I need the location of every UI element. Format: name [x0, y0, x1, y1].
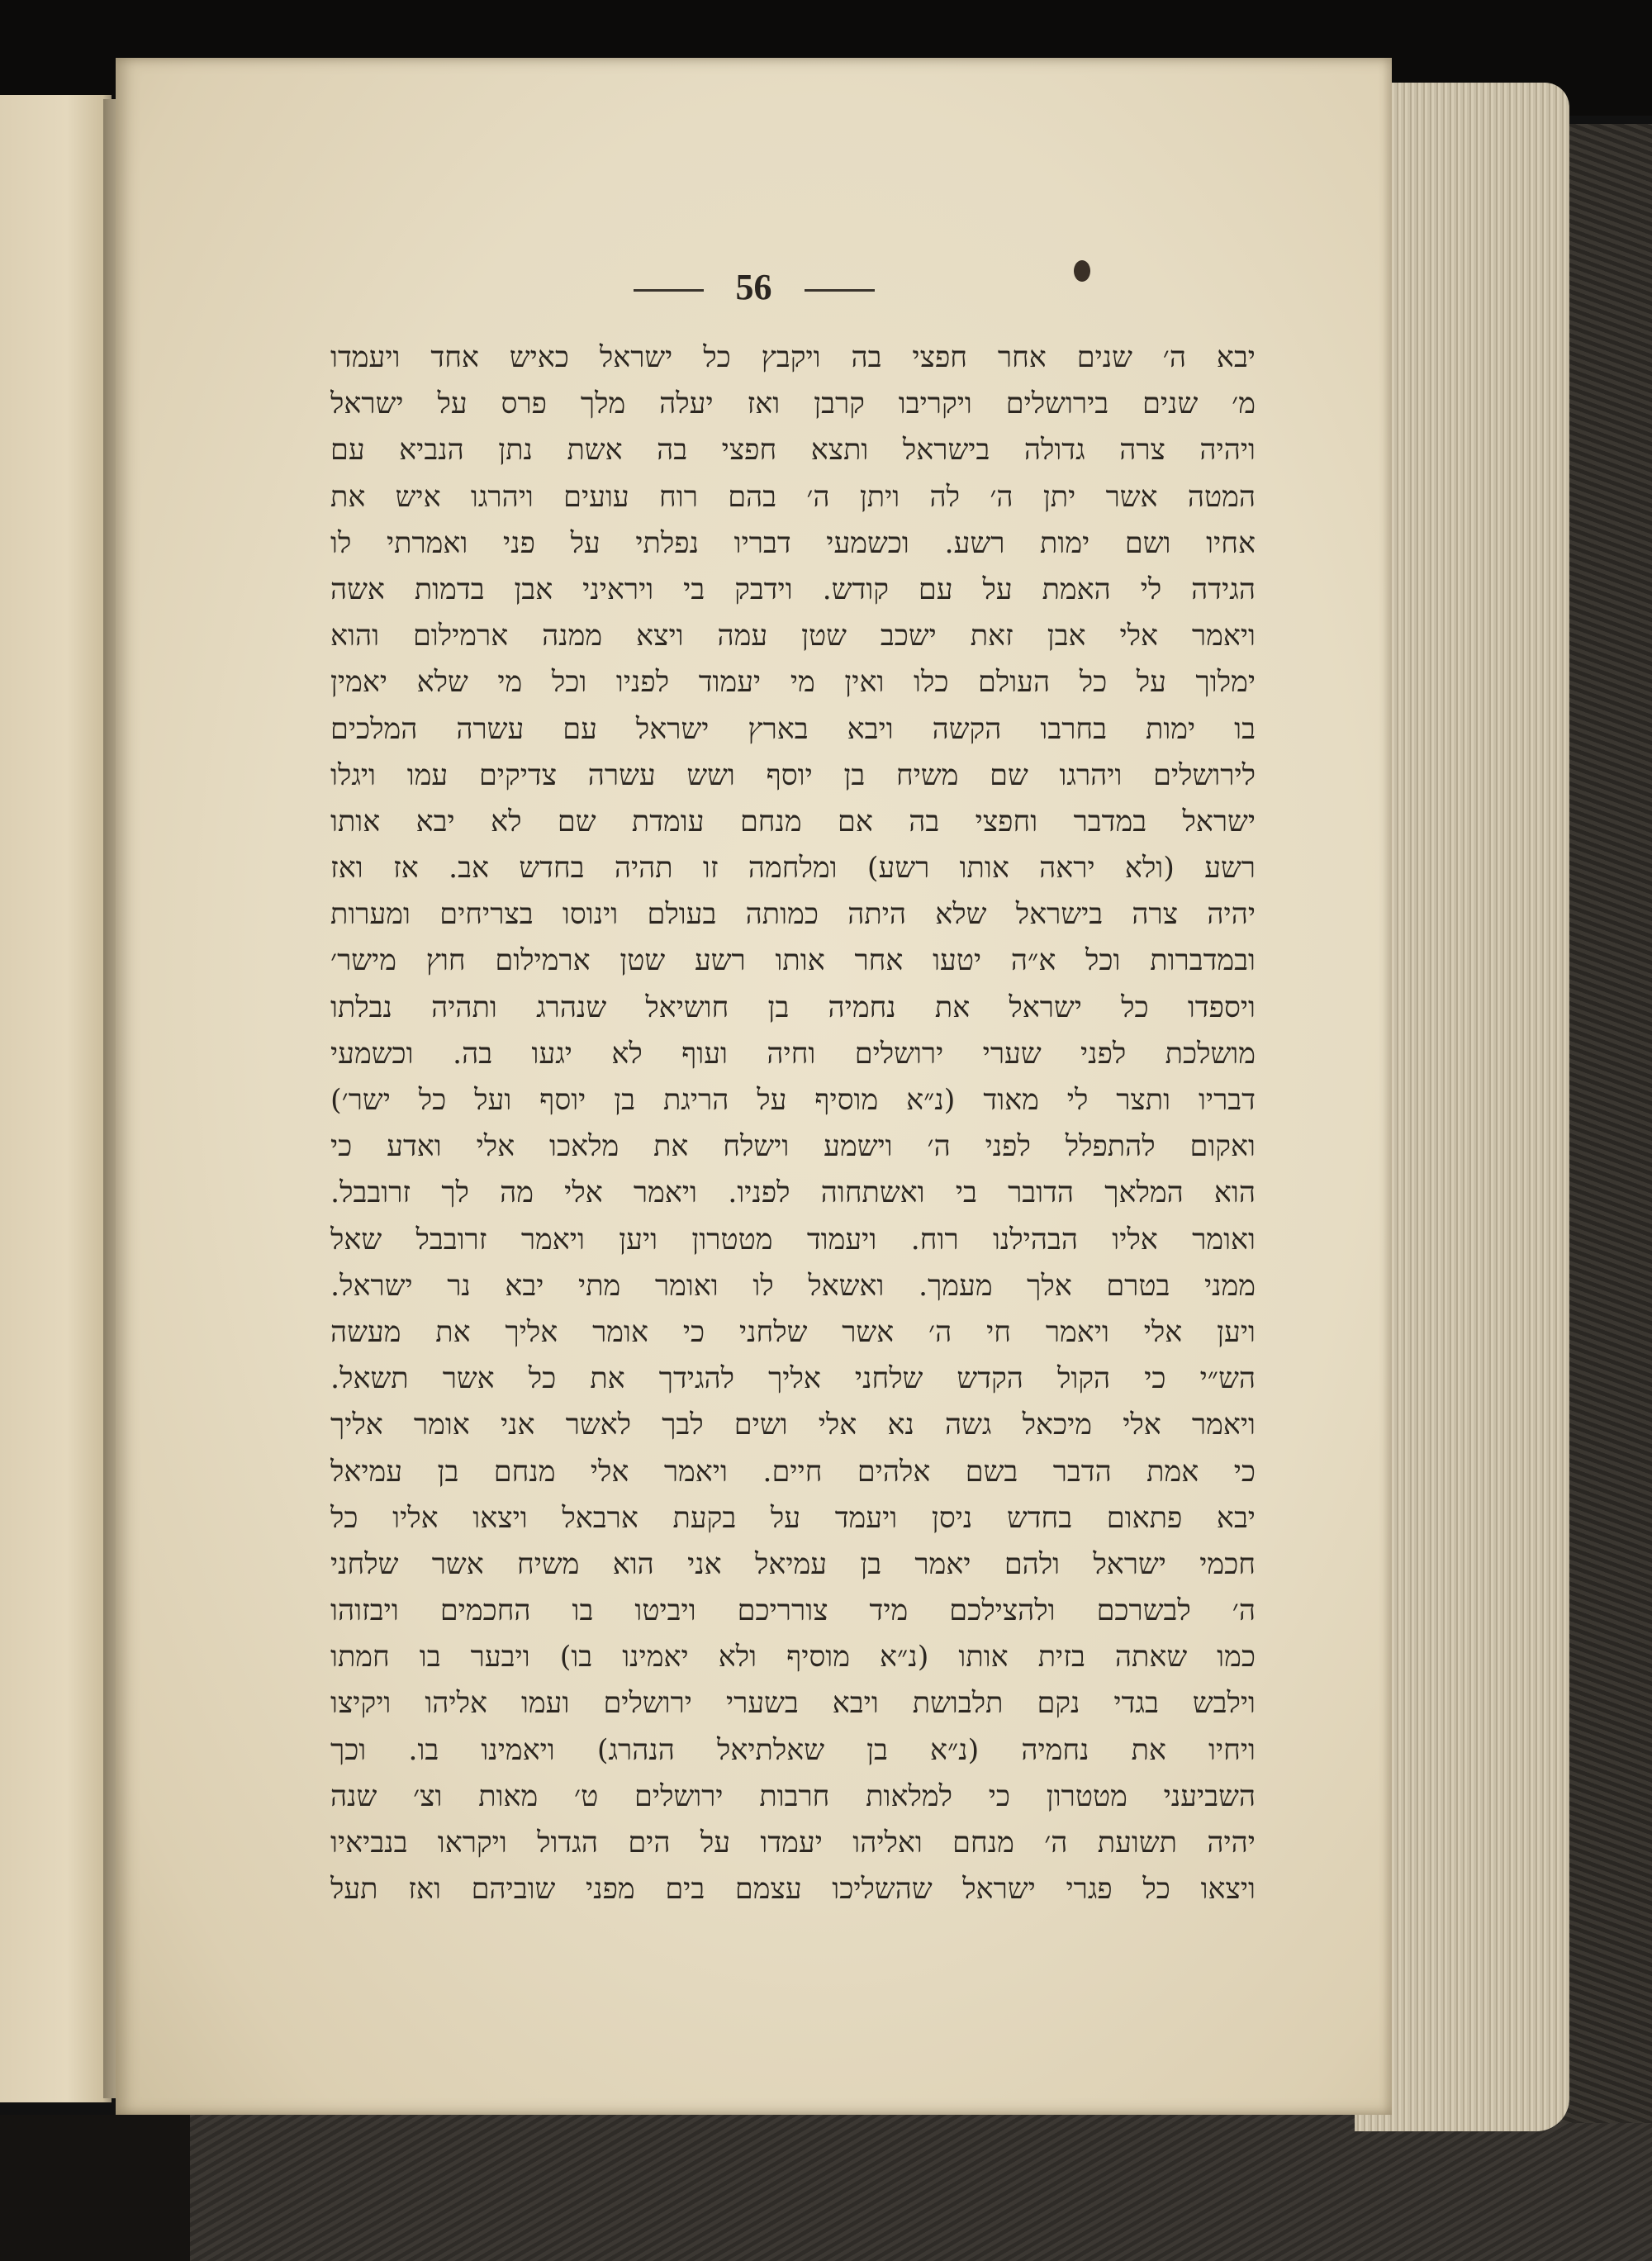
text-line: ויהיה צרה גדולה בישראל ותצא חפצי בה אשת נתן הנביא עם [330, 434, 1256, 468]
header-dash-left [634, 289, 704, 292]
text-line: אחיו ושם ימות רשע. וכשמעי דבריו נפלתי על פני ואמרתי לו [330, 526, 1256, 560]
text-line: יהיה תשועת ה׳ מנחם ואליהו יעמדו על הים הגדול ויקראו בנביאיו [330, 1826, 1256, 1860]
book-spine [0, 2115, 190, 2261]
text-line: בו ימות בחרבו הקשה ויבא בארץ ישראל עם עשרה המלכים [330, 712, 1256, 746]
text-line: מ׳ שנים בירושלים ויקריבו קרבן ואז יעלה מלך פרס על ישראל [330, 387, 1256, 421]
text-line: יבא ה׳ שנים אחר חפצי בה ויקבץ כל ישראל כאיש אחד ויעמדו [330, 341, 1256, 374]
text-line: ויאמר אלי אבן זאת ישכב שטן עמה ויצא ממנה ארמילום והוא [330, 620, 1256, 653]
page-number: 56 [735, 267, 772, 307]
text-line: ויחיו את נחמיה (נ״א בן שאלתיאל הנהרג) ויאמינו בו. וכך [330, 1733, 1256, 1767]
text-line: כמו שאתה בזית אותו (נ״א מוסיף ולא יאמינו בו) ויבער בו חמתו [330, 1641, 1256, 1674]
ink-spot [1074, 260, 1090, 282]
page-header [116, 266, 1392, 308]
text-line: ויאמר אלי מיכאל גשה נא אלי ושים לבך לאשר אני אומר אליך [330, 1408, 1256, 1442]
text-line: מושלכת לפני שערי ירושלים וחיה ועוף לא יגעו בה. וכשמעי [330, 1037, 1256, 1071]
text-line: ואומר אליו הבהילנו רוח. ויעמוד מטטרון ויען ויאמר זרובבל שאל [330, 1223, 1256, 1256]
text-line: ימלוך על כל העולם כלו ואין מי יעמוד לפניו וכל מי שלא יאמין [330, 666, 1256, 700]
text-line: השביעני מטטרון כי למלאות חרבות ירושלים ט׳ מאות וצ׳ שנה [330, 1779, 1256, 1813]
cloth-binding [124, 2115, 1652, 2261]
text-line: לירושלים ויהרגו שם משיח בן יוסף ושש עשרה צדיקים עמו ויגלו [330, 758, 1256, 792]
text-line: חכמי ישראל ולהם יאמר בן עמיאל אני הוא משיח אשר שלחני [330, 1547, 1256, 1581]
text-line: כי אמת הדבר בשם אלהים חיים. ויאמר אלי מנחם בן עמיאל [330, 1455, 1256, 1489]
text-line: ה׳ לבשרכם ולהצילכם מיד צורריכם ויביטו בו החכמים ויבזוהו [330, 1594, 1256, 1628]
left-page [0, 95, 112, 2102]
text-line: ישראל במדבר וחפצי בה אם מנחם עומדת שם לא יבא אותו [330, 805, 1256, 838]
header-dash-right [805, 289, 875, 292]
text-line: יהיה צרה בישראל שלא היתה כמותה בעולם וינוסו בצריחים ומערות [330, 898, 1256, 932]
text-line: וילבש בגדי נקם תלבושת ויבא בשערי ירושלים ועמו אליהו ויקיצו [330, 1687, 1256, 1721]
right-page [116, 58, 1392, 2115]
text-line: ויען אלי ויאמר חי ה׳ אשר שלחני כי אומר אליך את מעשה [330, 1315, 1256, 1349]
text-line: יבא פתאום בחדש ניסן ויעמד על בקעת ארבאל ויצאו אליו כל [330, 1501, 1256, 1535]
text-line: ויספדו כל ישראל את נחמיה בן חושיאל שנהרג ותהיה נבלתו [330, 990, 1256, 1024]
text-line: הוא המלאך הדובר בי ואשתחוה לפניו. ויאמר אלי מה לך זרובבל. [330, 1176, 1256, 1210]
text-line: רשע (ולא יראה אותו רשע) ומלחמה זו תהיה בחדש אב. אז ואז [330, 852, 1256, 886]
text-line: ממני בטרם אלך מעמך. ואשאל לו ואומר מתי יבא נר ישראל. [330, 1269, 1256, 1303]
text-line: ובמדברות וכל א״ה יטעו אחר אותו רשע שטן ארמילום חוץ מישר׳ [330, 944, 1256, 978]
text-line: ואקום להתפלל לפני ה׳ וישמע וישלח את מלאכו אלי ואדע כי [330, 1130, 1256, 1164]
text-line: הש״י כי הקול הקדש שלחני אליך להגידך את כל אשר תשאל. [330, 1362, 1256, 1396]
text-line: המטה אשר יתן ה׳ לה ויתן ה׳ בהם רוח עועים ויהרגו איש את [330, 480, 1256, 514]
hebrew-text-block [330, 335, 1256, 1912]
text-line: ויצאו כל פגרי ישראל שהשליכו עצמם בים מפני שוביהם ואז תעל [330, 1873, 1256, 1907]
text-line: דבריו ותצר לי מאוד (נ״א מוסיף על הריגת בן יוסף ועל כל ישר׳) [330, 1084, 1256, 1117]
text-line: הגידה לי האמת על עם קודש. וידבק בי ויראיני אבן בדמות אשה [330, 572, 1256, 606]
